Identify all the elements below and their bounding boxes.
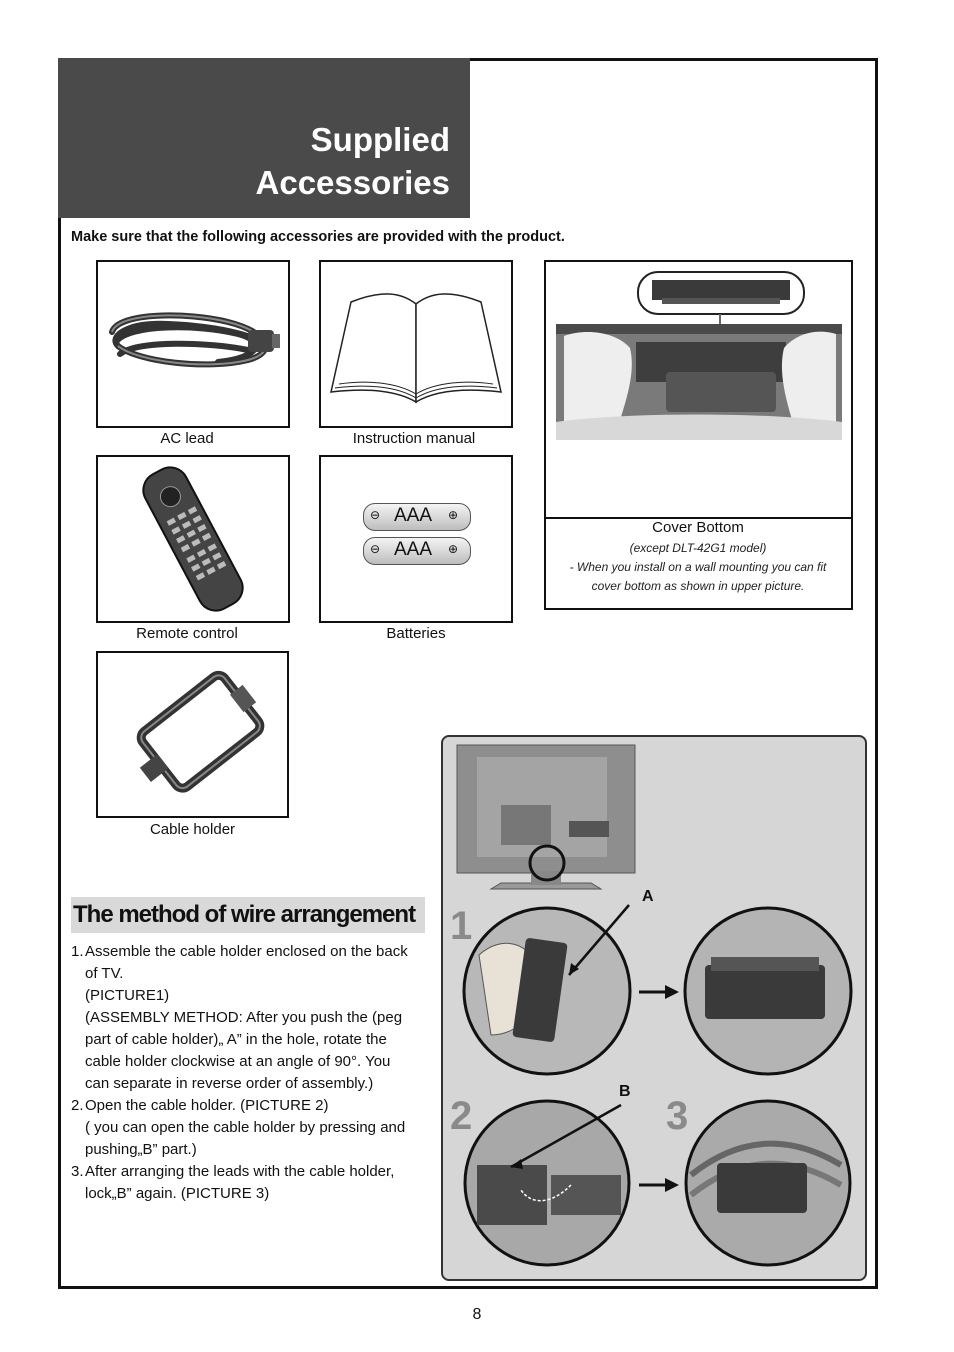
cover-bottom-label: Cover Bottom [652,519,744,536]
picture-3-locked-holder [686,1101,850,1265]
cover-note-3: cover bottom as shown in upper picture. [591,579,805,593]
cable-holder-caption: Cable holder [149,821,236,838]
step-1: 1. Assemble the cable holder enclosed on the back of TV. (PICTURE1) (ASSEMBLY METHOD: After you push the (peg part of cable holder)„ A” in the hole, rotate the cable holder clockwise at an angle of 90°. You can separate in reverse order of assembly.) [71,943,408,1092]
battery-2-label: AAA [394,539,433,560]
battery-1-label: AAA [394,505,433,526]
remote-control-icon [98,457,288,621]
battery-plus-icon: ⊕ [448,542,459,556]
cover-bottom-caption [546,519,850,596]
book-icon [321,262,511,426]
ac-lead-illustration [98,262,288,426]
cable-holder-icon [98,653,287,816]
page-title: Supplied Accessories [255,121,450,201]
step-3: 3. After arranging the leads with the cable holder, lock„B” again. (PICTURE 3) [71,1163,395,1202]
battery-2 [363,537,471,565]
cover-note-2: - When you install on a wall mounting you can fit [569,560,827,574]
manual-box [319,260,513,428]
arrow-right-icon [639,985,679,999]
cover-bottom-illustration [546,262,851,516]
battery-minus-icon: ⊖ [370,542,381,556]
battery-plus-icon: ⊕ [448,508,459,522]
battery-1 [363,503,471,531]
title-block [58,58,470,218]
picture-number-3: 3 [666,1094,689,1138]
wire-steps-list [71,941,431,1205]
batteries-caption: Batteries [386,625,446,642]
remote-box [96,455,290,623]
page-number: 8 [472,1306,482,1323]
cable-holder-box [96,651,289,818]
intro-text: Make sure that the following accessories are provided with the product. [71,229,565,245]
label-b: B [619,1083,631,1100]
arrow-right-icon [639,1178,679,1192]
battery-minus-icon: ⊖ [370,508,381,522]
section-title-wire-arrangement: The method of wire arrangement [71,897,425,933]
picture-number-2: 2 [450,1094,473,1138]
picture-1-step-a [464,905,630,1074]
batteries-box [319,455,513,623]
tv-back-illustration [457,745,635,889]
picture-1-step-b [685,908,851,1074]
remote-caption: Remote control [136,625,238,642]
manual-caption: Instruction manual [352,430,476,447]
wire-illustrations [441,735,867,1281]
cover-note-1: (except DLT-42G1 model) [629,541,767,555]
label-a: A [642,888,654,905]
picture-2-open-holder [465,1101,629,1265]
step-2: 2. Open the cable holder. (PICTURE 2) ( you can open the cable holder by pressing and pushing„B” part.) [71,1097,406,1158]
ac-lead-box [96,260,290,428]
ac-lead-caption: AC lead [160,430,214,447]
picture-number-1: 1 [450,904,473,948]
